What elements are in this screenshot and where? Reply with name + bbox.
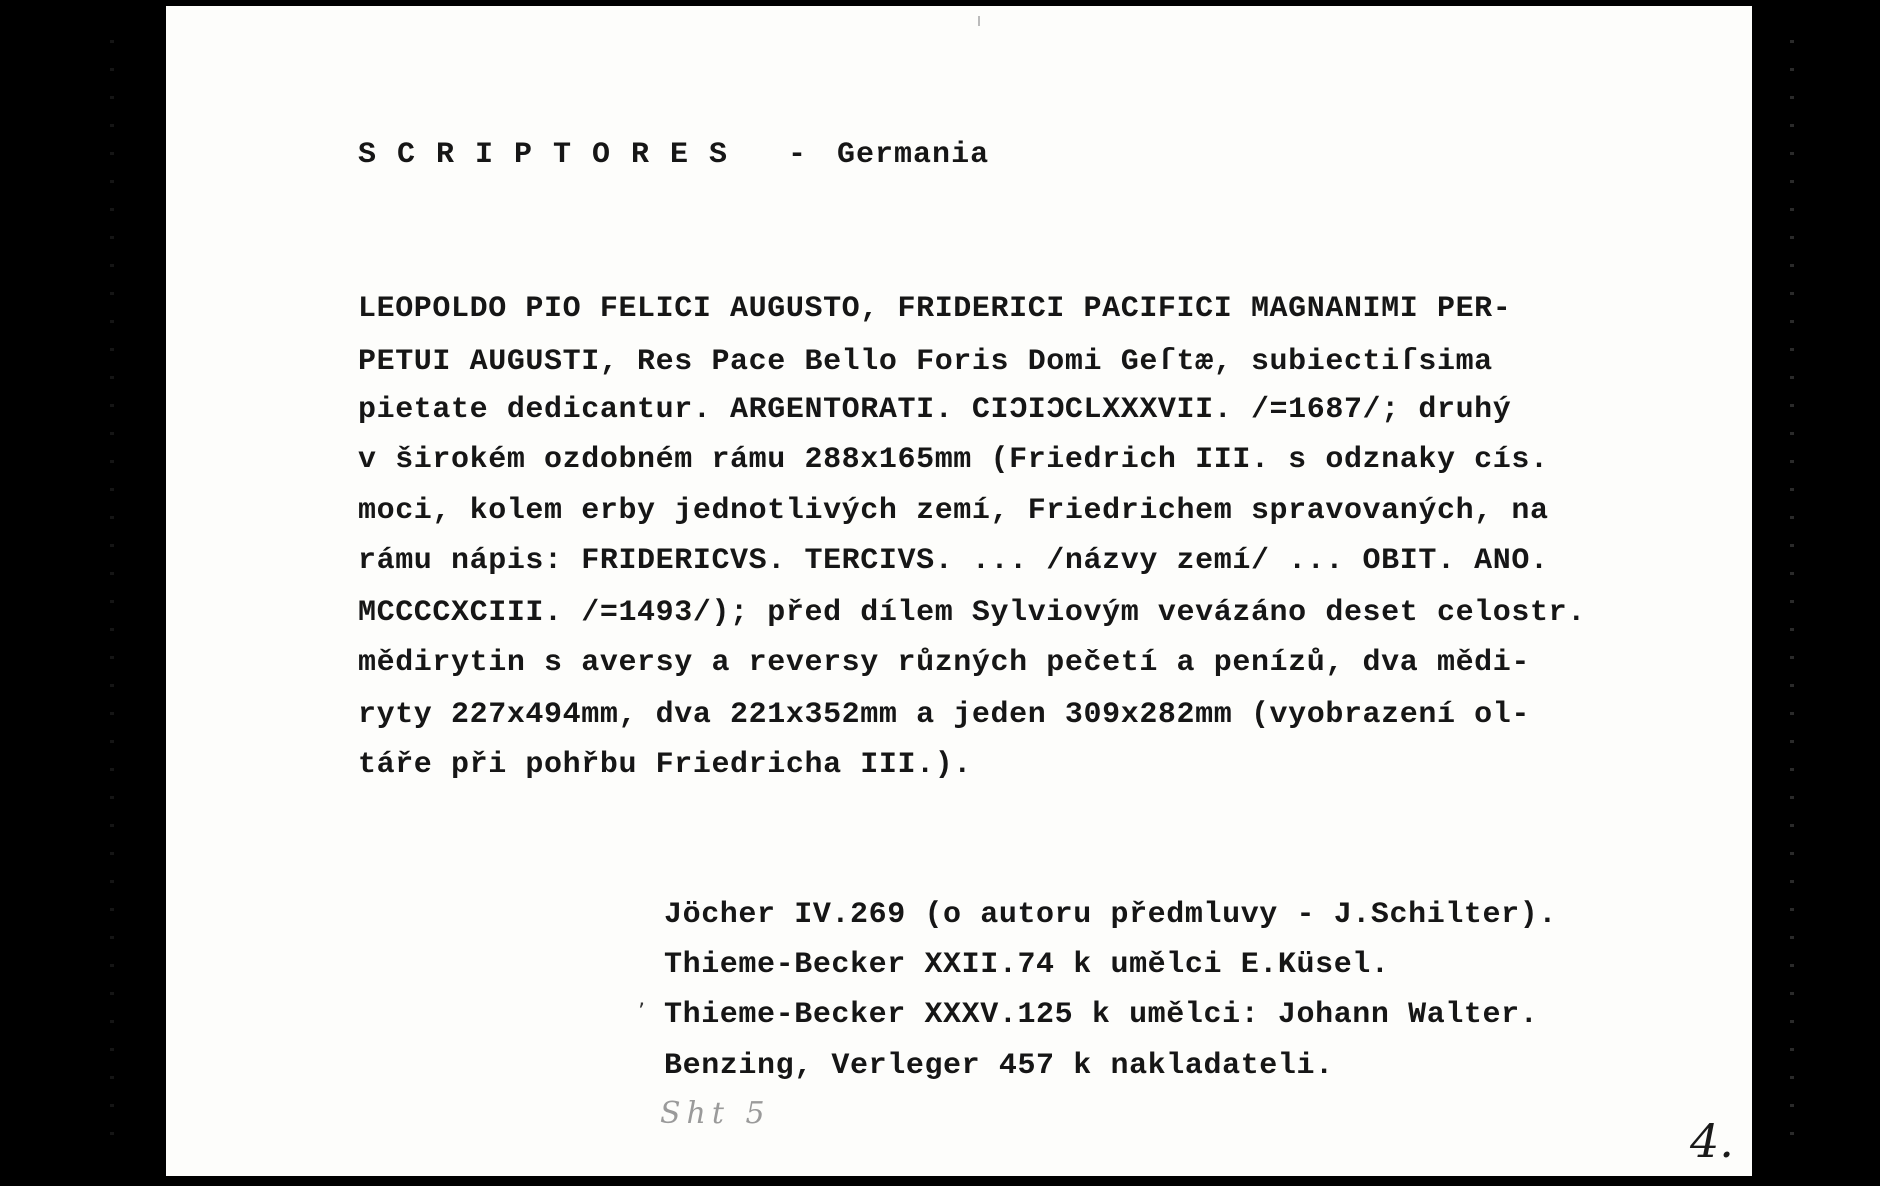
reference-line: Thieme-Becker XXXV.125 k umělci: Johann Walter. [664, 998, 1539, 1032]
pencil-note: Sht 5 [660, 1096, 771, 1131]
card-heading [358, 138, 989, 172]
body-line: mědirytin s aversy a reversy různých pečetí a penízů, dva mědi- [358, 646, 1530, 680]
body-line: LEOPOLDO PIO FELICI AUGUSTO, FRIDERICI PACIFICI MAGNANIMI PER- [358, 292, 1512, 326]
reference-line: Benzing, Verleger 457 k nakladateli. [664, 1049, 1334, 1083]
heading-label: SCRIPTORES [358, 138, 749, 172]
body-line: v širokém ozdobném rámu 288x165mm (Friedrich III. s odznaky cís. [358, 443, 1549, 477]
body-line: moci, kolem erby jednotlivých zemí, Friedrichem spravovaných, na [358, 494, 1549, 528]
scan-edge-strip [110, 40, 114, 1160]
paper-speck [978, 16, 980, 26]
body-line: ryty 227x494mm, dva 221x352mm a jeden 309x282mm (vyobrazení ol- [358, 698, 1530, 732]
body-line: MCCCCXCIII. /=1493/); před dílem Sylviovým vevázáno deset celostr. [358, 596, 1586, 630]
body-line: pietate dedicantur. ARGENTORATI. CIƆIƆCLXXXVII. /=1687/; druhý [358, 393, 1512, 427]
reference-line: Thieme-Becker XXII.74 k umělci E.Küsel. [664, 948, 1390, 982]
heading-subject: Germania [837, 138, 990, 172]
reference-line: Jöcher IV.269 (o autoru předmluvy - J.Schilter). [664, 898, 1557, 932]
body-line: rámu nápis: FRIDERICVS. TERCIVS. ... /názvy zemí/ ... OBIT. ANO. [358, 544, 1549, 578]
body-line: PETUI AUGUSTI, Res Pace Bello Foris Domi Geſtæ, subiectiſsima [358, 345, 1493, 379]
tick-mark: ’ [638, 1000, 645, 1025]
body-line: táře při pohřbu Friedricha III.). [358, 748, 972, 782]
page-number: 4. [1690, 1114, 1734, 1168]
catalog-card [166, 6, 1752, 1176]
scan-edge-strip [1790, 40, 1794, 1160]
heading-separator: - [788, 138, 808, 172]
